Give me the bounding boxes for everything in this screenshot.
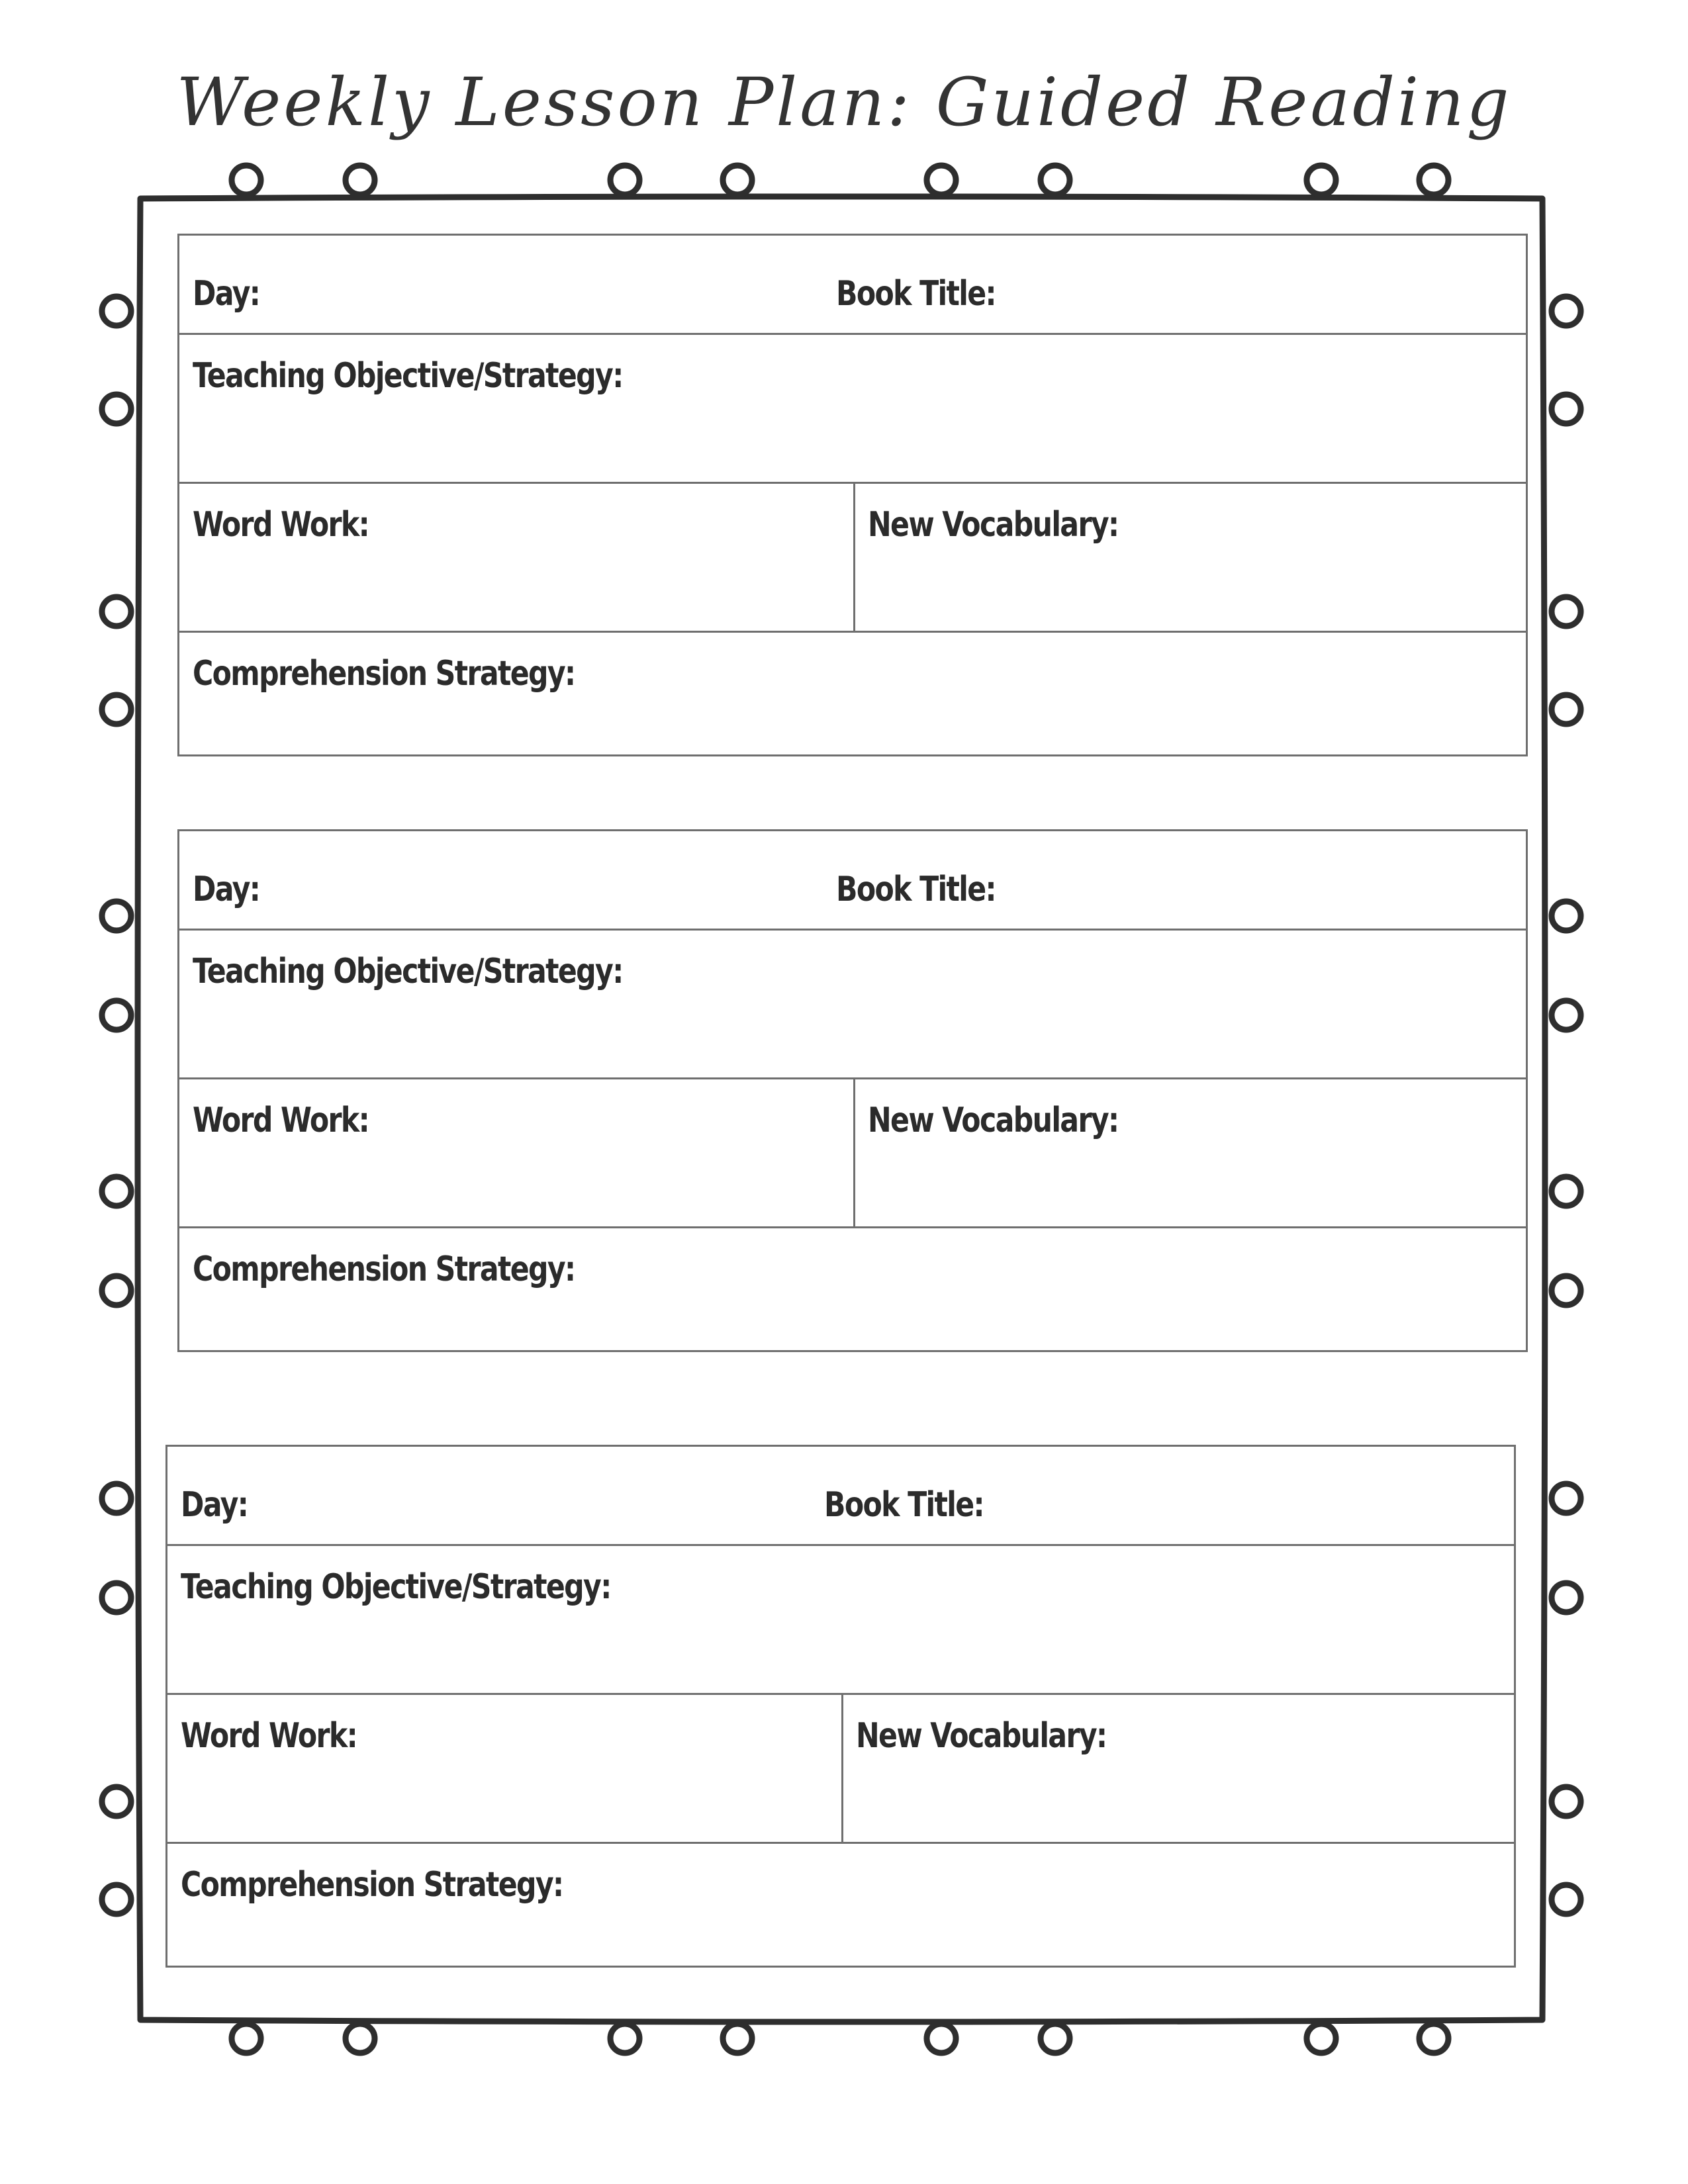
border-loop: [1552, 901, 1581, 931]
lesson-plan-block-1: [177, 234, 1528, 756]
border-loop: [1552, 394, 1581, 424]
word-work-vocabulary-row: [179, 484, 1526, 633]
word-work-label: Word Work:: [193, 505, 369, 545]
teaching-objective-row: [179, 931, 1526, 1079]
teaching-objective-label: Teaching Objective/Strategy:: [181, 1567, 611, 1607]
day-booktitle-row: [167, 1447, 1514, 1546]
border-loop: [102, 1885, 131, 1914]
day-label: Day:: [193, 274, 260, 314]
comprehension-strategy-row: [179, 633, 1526, 756]
border-loop: [1552, 1001, 1581, 1030]
comprehension-strategy-label: Comprehension Strategy:: [181, 1865, 563, 1905]
border-loop: [102, 296, 131, 326]
border-loop: [102, 1177, 131, 1206]
page-title: Weekly Lesson Plan: Guided Reading: [176, 64, 1512, 141]
day-label: Day:: [193, 870, 260, 909]
border-loop: [1552, 597, 1581, 626]
border-loop: [102, 597, 131, 626]
comprehension-strategy-row: [167, 1844, 1514, 1968]
new-vocabulary-label: New Vocabulary:: [856, 1716, 1107, 1756]
comprehension-strategy-label: Comprehension Strategy:: [193, 654, 575, 694]
new-vocabulary-label: New Vocabulary:: [868, 1101, 1119, 1140]
new-vocabulary-label: New Vocabulary:: [868, 505, 1119, 545]
teaching-objective-row: [167, 1546, 1514, 1695]
book-title-label: Book Title:: [836, 274, 996, 314]
border-loop: [723, 165, 752, 195]
border-loop: [723, 2024, 752, 2053]
border-loop: [232, 2024, 261, 2053]
border-loop: [1552, 1484, 1581, 1513]
comprehension-strategy-row: [179, 1228, 1526, 1352]
border-loop: [346, 2024, 375, 2053]
border-loop: [927, 2024, 956, 2053]
column-divider: [853, 1079, 855, 1226]
day-label: Day:: [181, 1485, 248, 1525]
word-work-label: Word Work:: [193, 1101, 369, 1140]
border-loop: [1552, 296, 1581, 326]
border-loop: [102, 1276, 131, 1305]
border-loop: [102, 1583, 131, 1612]
border-loop: [1552, 1276, 1581, 1305]
word-work-vocabulary-row: [167, 1695, 1514, 1844]
lesson-plan-block-3: [165, 1445, 1516, 1968]
teaching-objective-row: [179, 335, 1526, 484]
border-loop: [1552, 1885, 1581, 1914]
border-loop: [102, 1001, 131, 1030]
border-loop: [102, 1787, 131, 1816]
book-title-label: Book Title:: [836, 870, 996, 909]
border-loop: [232, 165, 261, 195]
border-loop: [1307, 165, 1336, 195]
day-booktitle-row: [179, 831, 1526, 931]
border-loop: [927, 165, 956, 195]
word-work-label: Word Work:: [181, 1716, 357, 1756]
book-title-label: Book Title:: [824, 1485, 984, 1525]
teaching-objective-label: Teaching Objective/Strategy:: [193, 952, 623, 991]
border-loop: [1552, 695, 1581, 724]
border-loop: [1307, 2024, 1336, 2053]
lesson-plan-block-2: [177, 829, 1528, 1352]
day-booktitle-row: [179, 236, 1526, 335]
teaching-objective-label: Teaching Objective/Strategy:: [193, 356, 623, 396]
border-loop: [1552, 1787, 1581, 1816]
border-loop: [1419, 2024, 1448, 2053]
border-loop: [102, 901, 131, 931]
border-loop: [1419, 165, 1448, 195]
comprehension-strategy-label: Comprehension Strategy:: [193, 1250, 575, 1289]
border-loop: [610, 165, 639, 195]
border-loop: [1041, 165, 1070, 195]
border-loop: [102, 695, 131, 724]
column-divider: [841, 1695, 843, 1842]
word-work-vocabulary-row: [179, 1079, 1526, 1228]
border-loop: [102, 1484, 131, 1513]
border-loop: [346, 165, 375, 195]
border-loop: [1552, 1177, 1581, 1206]
column-divider: [853, 484, 855, 631]
border-loop: [1041, 2024, 1070, 2053]
border-loop: [610, 2024, 639, 2053]
border-loop: [102, 394, 131, 424]
border-loop: [1552, 1583, 1581, 1612]
